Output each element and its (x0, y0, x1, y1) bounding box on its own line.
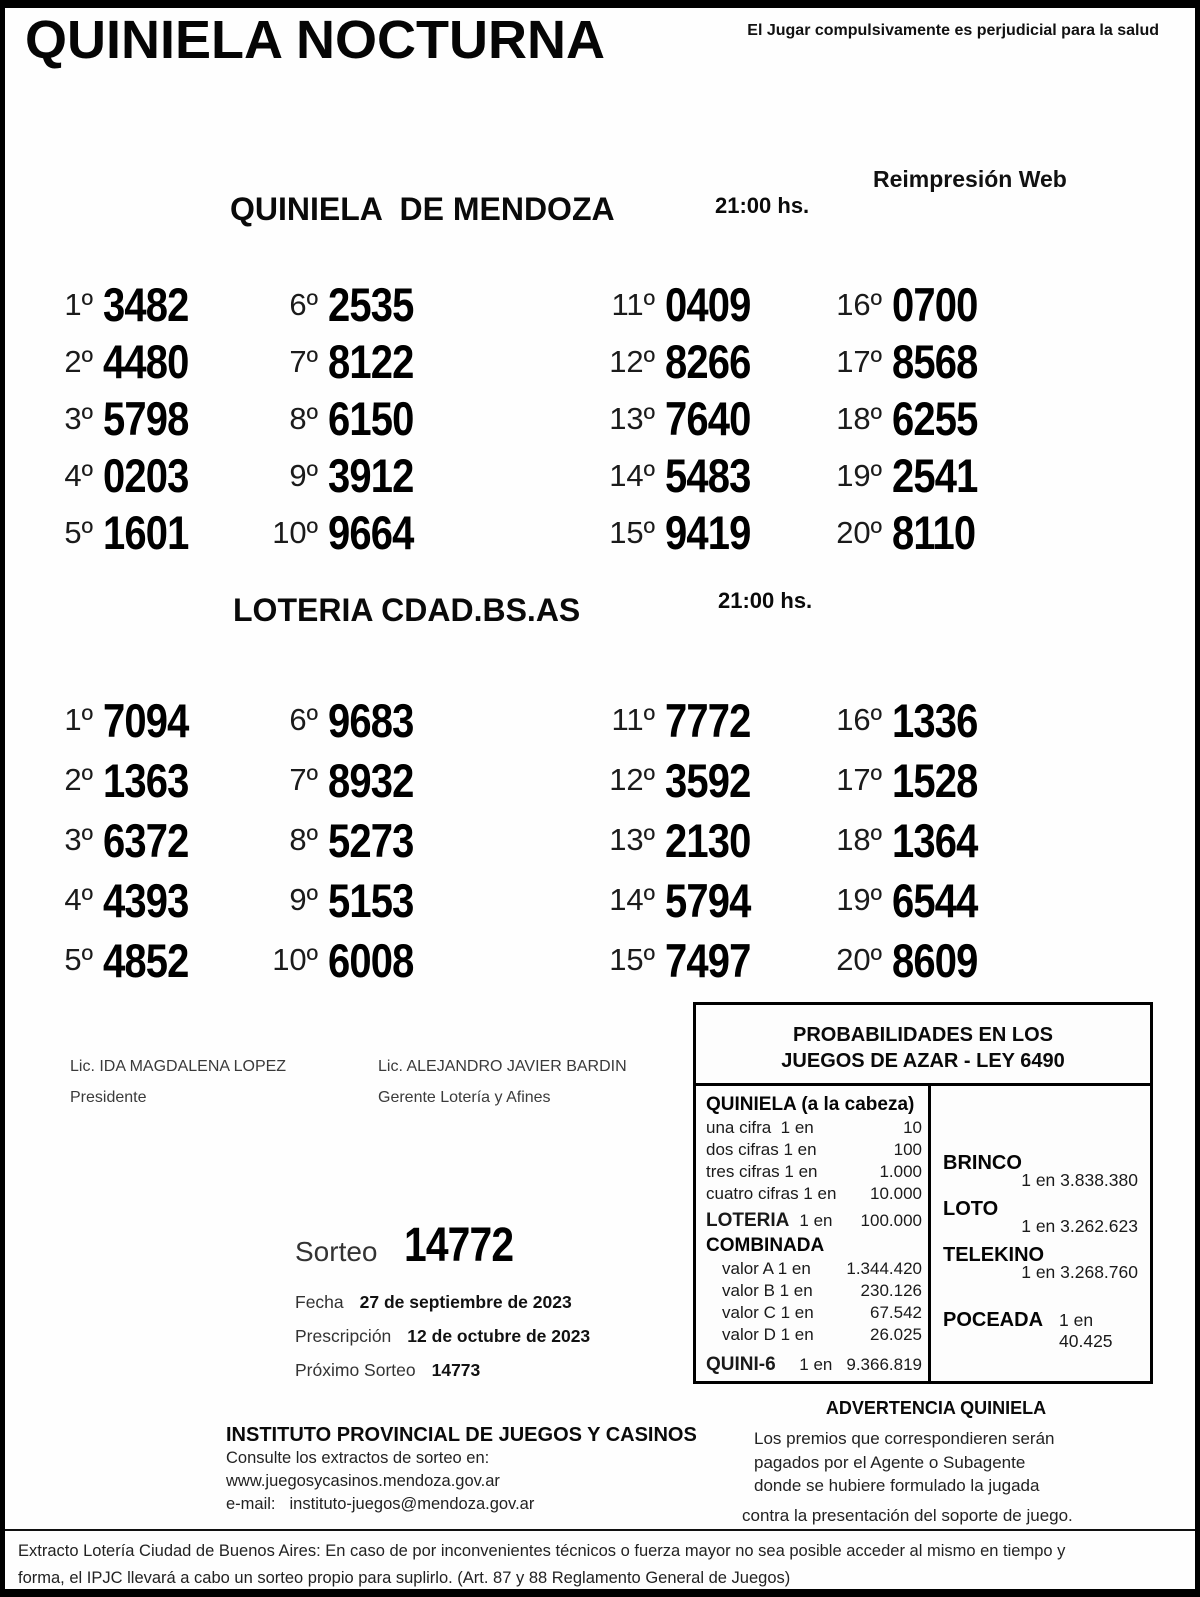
result-row (593, 750, 766, 810)
game-name: TELEKINO (943, 1244, 1045, 1266)
result-number: 1601 (103, 506, 189, 559)
result-row (593, 930, 766, 990)
result-number: 5794 (665, 873, 751, 927)
result-position: 14º (609, 882, 655, 917)
odds-row (706, 1117, 922, 1139)
result-position: 10º (272, 942, 318, 977)
odds-label: valor D 1 en (722, 1325, 814, 1344)
result-row (31, 750, 204, 810)
quiniela-warning-title: ADVERTENCIA QUINIELA (825, 1398, 1047, 1418)
signature-role: Presidente (70, 1089, 147, 1106)
warning-line: contra la presentación del soporte de juego. (742, 1505, 1073, 1525)
odds-label: cuatro cifras 1 en (706, 1184, 837, 1203)
probabilities-body (696, 1086, 1150, 1381)
odds-value: 10.000 (870, 1184, 922, 1203)
game-odds: 1 en 3.838.380 (1021, 1170, 1138, 1190)
result-row (593, 276, 766, 333)
result-number: 0409 (665, 278, 751, 331)
result-position: 5º (64, 942, 93, 977)
odds-label: valor B 1 en (722, 1281, 813, 1300)
odds-label: una cifra 1 en (706, 1118, 814, 1137)
draw-details (295, 1285, 590, 1387)
bsas-results-column-3 (593, 690, 766, 990)
next-draw-value: 14773 (431, 1360, 481, 1380)
result-number: 4852 (103, 933, 189, 987)
odds-row (706, 1324, 922, 1346)
result-number: 8110 (892, 506, 976, 559)
result-position: 16º (836, 702, 882, 737)
result-row (593, 447, 766, 504)
quiniela-odds-header: QUINIELA (a la cabeza) (706, 1094, 915, 1115)
quiniela-warning-text (740, 1427, 1132, 1527)
probabilities-right-column (931, 1086, 1150, 1381)
quini6-odds-label: QUINI-6 (706, 1354, 776, 1375)
result-position: 10º (272, 514, 318, 550)
loteria-odds-mid: 1 en (799, 1211, 833, 1230)
result-row (256, 390, 429, 447)
draw-date-value: 27 de septiembre de 2023 (359, 1292, 572, 1312)
institute-block (226, 1424, 697, 1516)
result-position: 18º (836, 822, 882, 857)
odds-row (706, 1183, 922, 1205)
result-row (256, 276, 429, 333)
result-number: 1364 (892, 813, 978, 867)
odds-row (706, 1280, 922, 1302)
health-warning: El Jugar compulsivamente es perjudicial para la salud (747, 22, 1159, 39)
result-number: 1528 (892, 753, 978, 807)
result-row (820, 750, 993, 810)
odds-value: 100 (893, 1140, 922, 1159)
result-position: 4º (64, 457, 93, 493)
result-row (31, 810, 204, 870)
institute-email-row (226, 1493, 697, 1516)
result-position: 5º (64, 514, 93, 550)
result-row (31, 390, 204, 447)
probabilities-left-column (696, 1086, 931, 1381)
draw-date-label: Fecha (295, 1292, 344, 1312)
page-title: QUINIELA NOCTURNA (25, 10, 605, 70)
result-position: 6º (289, 286, 318, 322)
warning-line: donde se hubiere formulado la jugada (754, 1476, 1040, 1495)
mendoza-results-column-3 (593, 276, 766, 561)
game-odds: 1 en 3.268.760 (1021, 1262, 1138, 1282)
quini6-odds-mid: 1 en (799, 1355, 833, 1374)
result-row (31, 333, 204, 390)
result-row (820, 690, 993, 750)
mendoza-results-column-4 (820, 276, 993, 561)
game-odds-block (943, 1244, 1140, 1283)
warning-line: pagados por el Agente o Subagente (754, 1452, 1026, 1472)
draw-number-label: Sorteo (295, 1236, 378, 1267)
result-position: 13º (609, 400, 655, 436)
result-number: 8122 (328, 335, 414, 388)
result-position: 13º (609, 822, 655, 857)
result-position: 18º (836, 400, 882, 436)
odds-label: valor C 1 en (722, 1303, 814, 1322)
result-position: 9º (289, 882, 318, 917)
result-position: 12º (609, 762, 655, 797)
result-row (820, 810, 993, 870)
result-row (31, 930, 204, 990)
reprint-label: Reimpresión Web (873, 166, 1067, 192)
result-position: 16º (836, 286, 882, 322)
result-row (31, 276, 204, 333)
result-position: 7º (289, 343, 318, 379)
result-number: 6372 (103, 813, 189, 867)
odds-row (706, 1302, 922, 1324)
result-position: 9º (289, 457, 318, 493)
result-position: 2º (64, 343, 93, 379)
result-row (593, 333, 766, 390)
mendoza-draw-time: 21:00 hs. (715, 193, 810, 218)
result-row (820, 504, 993, 561)
result-number: 6544 (892, 873, 978, 927)
result-number: 8568 (892, 335, 978, 388)
odds-value: 10 (903, 1118, 922, 1137)
result-row (256, 930, 429, 990)
result-number: 0203 (103, 449, 189, 502)
odds-value: 1.000 (879, 1162, 922, 1181)
result-row (820, 447, 993, 504)
bsas-section-title: LOTERIA CDAD.BS.AS (233, 592, 581, 628)
draw-date-row (295, 1285, 590, 1319)
quini6-odds-row (706, 1352, 922, 1378)
result-row (820, 276, 993, 333)
result-position: 11º (611, 702, 655, 737)
game-name: BRINCO (943, 1152, 1022, 1174)
odds-row (706, 1139, 922, 1161)
result-row (31, 690, 204, 750)
result-row (593, 504, 766, 561)
signature-manager (378, 1058, 627, 1107)
result-number: 1336 (892, 693, 978, 747)
probabilities-title-line2: JUEGOS DE AZAR - LEY 6490 (781, 1050, 1065, 1072)
result-row (593, 810, 766, 870)
signature-president (70, 1058, 286, 1107)
odds-value: 230.126 (860, 1281, 922, 1300)
result-position: 17º (836, 343, 882, 379)
result-number: 8266 (665, 335, 751, 388)
result-position: 1º (64, 286, 93, 322)
result-number: 3912 (328, 449, 414, 502)
result-number: 6008 (328, 933, 414, 987)
result-position: 8º (289, 400, 318, 436)
result-row (256, 690, 429, 750)
odds-value: 67.542 (870, 1303, 922, 1322)
result-row (820, 930, 993, 990)
draw-expiry-label: Prescripción (295, 1326, 392, 1346)
result-position: 11º (611, 286, 655, 322)
draw-number-row (295, 1218, 590, 1273)
poceada-odds-row (943, 1309, 1140, 1352)
mendoza-results-column-2 (256, 276, 429, 561)
result-row (820, 390, 993, 447)
result-number: 6150 (328, 392, 414, 445)
result-position: 1º (64, 702, 93, 737)
odds-label: dos cifras 1 en (706, 1140, 817, 1159)
draw-info (295, 1218, 590, 1387)
loteria-odds-value: 100.000 (860, 1211, 922, 1230)
result-position: 19º (836, 882, 882, 917)
result-position: 3º (64, 400, 93, 436)
result-number: 5483 (665, 449, 751, 502)
result-number: 4480 (103, 335, 189, 388)
result-row (593, 870, 766, 930)
result-position: 17º (836, 762, 882, 797)
mendoza-results-column-1 (31, 276, 204, 561)
result-number: 5798 (103, 392, 189, 445)
result-row (256, 870, 429, 930)
result-number: 2535 (328, 278, 414, 331)
bsas-results-column-2 (256, 690, 429, 990)
result-position: 19º (836, 457, 882, 493)
result-number: 3482 (103, 278, 189, 331)
result-row (256, 750, 429, 810)
next-draw-label: Próximo Sorteo (295, 1360, 416, 1380)
result-position: 8º (289, 822, 318, 857)
institute-website: www.juegosycasinos.mendoza.gov.ar (226, 1472, 500, 1490)
result-position: 20º (836, 514, 882, 550)
result-number: 9683 (328, 693, 414, 747)
email-label: e-mail: (226, 1495, 276, 1513)
game-odds: 1 en 40.425 (1059, 1310, 1113, 1351)
game-name: LOTO (943, 1198, 999, 1220)
quiniela-warning (740, 1398, 1132, 1527)
result-number: 9664 (328, 506, 414, 559)
result-number: 7497 (665, 933, 751, 987)
result-row (256, 810, 429, 870)
result-position: 15º (609, 942, 655, 977)
institute-consult-line: Consulte los extractos de sorteo en: (226, 1449, 490, 1467)
result-row (31, 870, 204, 930)
mendoza-section-title: QUINIELA DE MENDOZA (230, 191, 615, 227)
bsas-draw-time: 21:00 hs. (718, 588, 813, 613)
bsas-results-column-4 (820, 690, 993, 990)
result-number: 6255 (892, 392, 978, 445)
result-row (31, 447, 204, 504)
result-row (256, 333, 429, 390)
result-row (256, 447, 429, 504)
institute-name: INSTITUTO PROVINCIAL DE JUEGOS Y CASINOS (226, 1424, 697, 1446)
result-number: 9419 (665, 506, 751, 559)
result-row (593, 390, 766, 447)
result-position: 7º (289, 762, 318, 797)
game-odds: 1 en 3.262.623 (1021, 1216, 1138, 1236)
odds-value: 1.344.420 (846, 1259, 922, 1278)
combinada-odds-header: COMBINADA (706, 1235, 825, 1256)
probabilities-box (693, 1002, 1153, 1384)
result-number: 4393 (103, 873, 189, 927)
result-number: 7094 (103, 693, 189, 747)
result-number: 3592 (665, 753, 751, 807)
draw-number: 14772 (403, 1219, 513, 1272)
result-row (593, 690, 766, 750)
odds-row (706, 1161, 922, 1183)
result-number: 2130 (665, 813, 751, 867)
result-position: 2º (64, 762, 93, 797)
quini6-odds-value: 9.366.819 (846, 1355, 922, 1374)
game-name: POCEADA (943, 1309, 1044, 1331)
result-number: 5153 (328, 873, 414, 927)
signature-role: Gerente Lotería y Afines (378, 1089, 551, 1106)
draw-expiry-row (295, 1319, 590, 1353)
result-number: 1363 (103, 753, 189, 807)
odds-label: valor A 1 en (722, 1259, 811, 1278)
result-position: 15º (609, 514, 655, 550)
next-draw-row (295, 1353, 590, 1387)
result-number: 7640 (665, 392, 751, 445)
result-position: 20º (836, 942, 882, 977)
result-position: 6º (289, 702, 318, 737)
result-position: 12º (609, 343, 655, 379)
result-position: 4º (64, 882, 93, 917)
odds-row (706, 1258, 922, 1280)
draw-expiry-value: 12 de octubre de 2023 (407, 1326, 591, 1346)
result-number: 8932 (328, 753, 414, 807)
result-number: 0700 (892, 278, 978, 331)
footer-note (5, 1529, 1195, 1592)
result-number: 7772 (665, 693, 751, 747)
odds-label: tres cifras 1 en (706, 1162, 818, 1181)
probabilities-title (696, 1005, 1150, 1086)
signature-name: Lic. ALEJANDRO JAVIER BARDIN (378, 1058, 627, 1075)
result-row (31, 504, 204, 561)
warning-line: Los premios que correspondieren serán (754, 1429, 1055, 1448)
signature-name: Lic. IDA MAGDALENA LOPEZ (70, 1058, 287, 1075)
footer-line: forma, el IPJC llevará a cabo un sorteo propio para suplirlo. (Art. 87 y 88 Reglamento General de Juegos) (18, 1569, 791, 1587)
institute-email: instituto-juegos@mendoza.gov.ar (289, 1495, 535, 1513)
bsas-results-column-1 (31, 690, 204, 990)
result-position: 14º (609, 457, 655, 493)
game-odds-block (943, 1152, 1140, 1191)
loteria-odds-label: LOTERIA (706, 1210, 790, 1231)
odds-value: 26.025 (870, 1325, 922, 1344)
result-row (820, 870, 993, 930)
result-number: 2541 (892, 449, 978, 502)
result-number: 5273 (328, 813, 414, 867)
game-odds-block (943, 1198, 1140, 1237)
probabilities-title-line1: PROBABILIDADES EN LOS (792, 1024, 1054, 1046)
result-row (256, 504, 429, 561)
result-row (820, 333, 993, 390)
footer-line: Extracto Lotería Ciudad de Buenos Aires: En caso de por inconvenientes técnicos o fuerza mayor no sea posible acceder al mismo en tiempo y (18, 1542, 1066, 1560)
result-position: 3º (64, 822, 93, 857)
loteria-odds-row (706, 1208, 922, 1234)
result-number: 8609 (892, 933, 978, 987)
